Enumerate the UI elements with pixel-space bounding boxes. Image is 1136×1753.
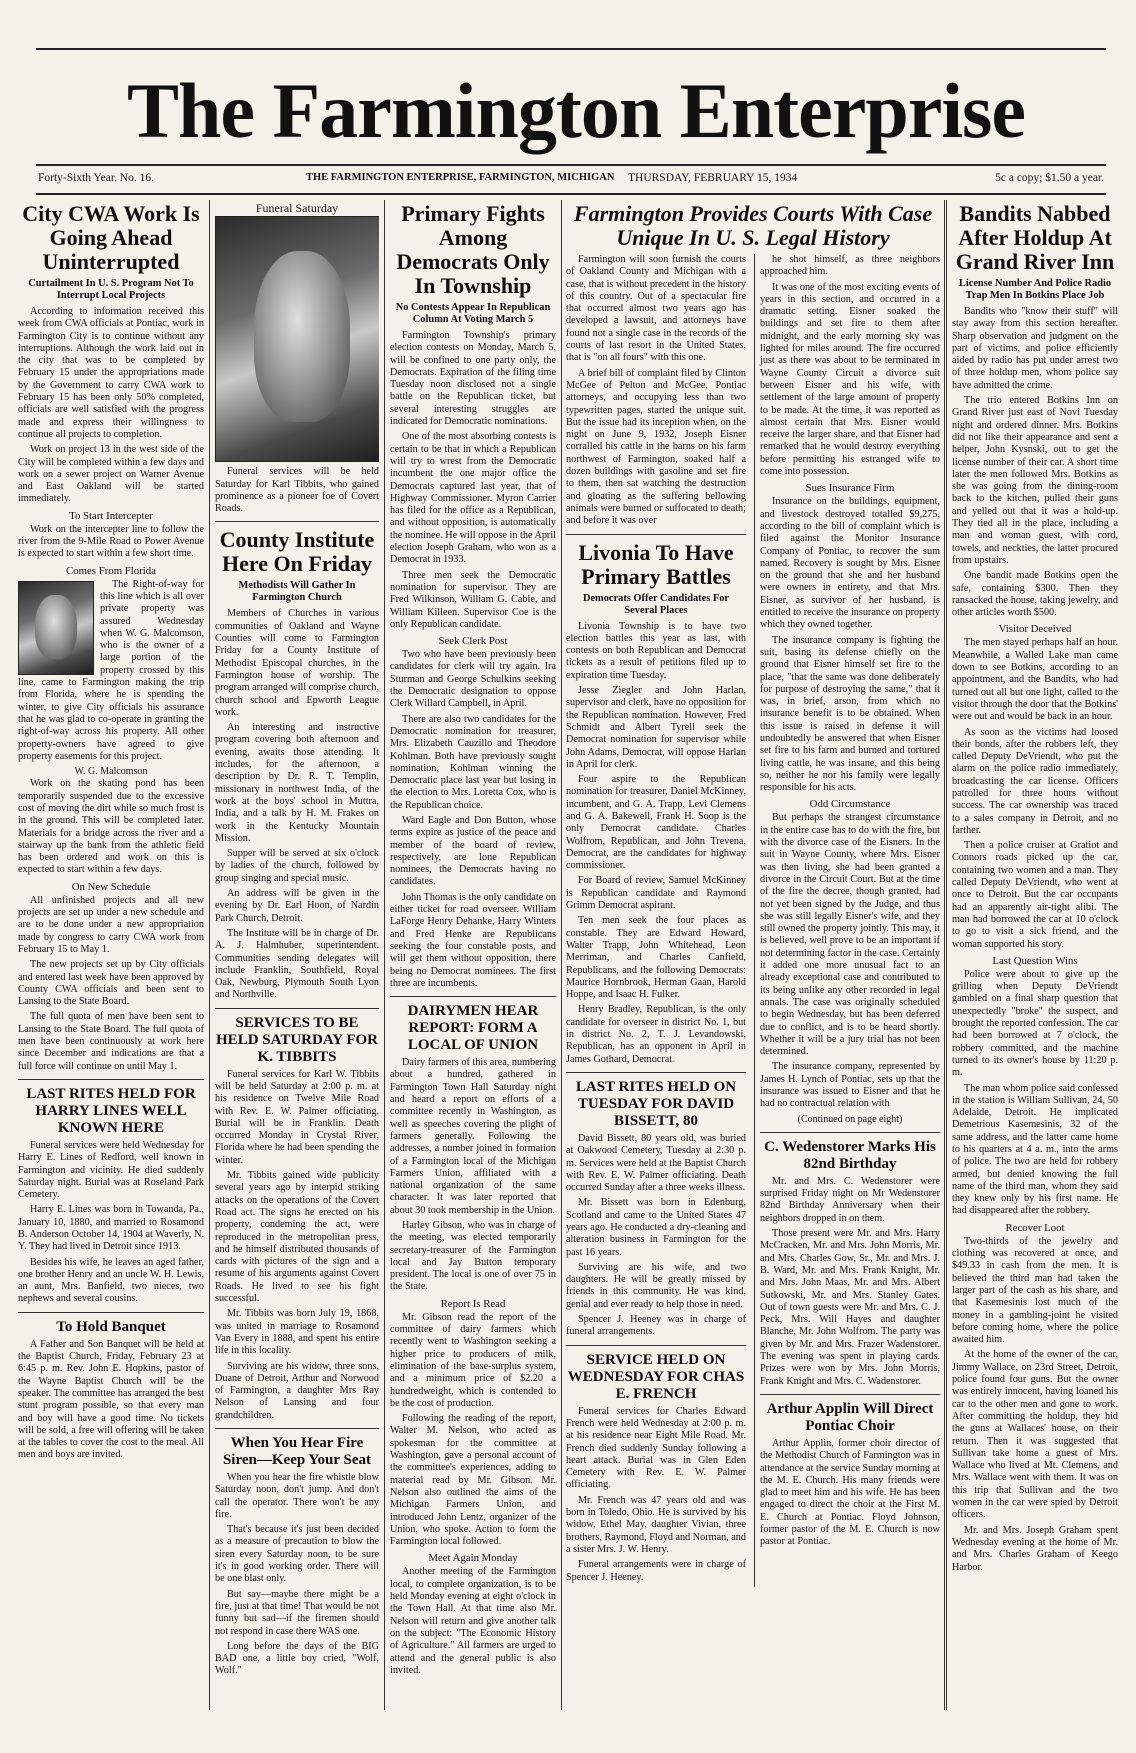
article-paragraph: According to information received this week from CWA officials at Pontiac, work in Farmington City is to continue without any interruptions. Although the work laid out in the city that was to be completed by February 15 under the appropriations made by the Government to carry CWA work to February 15 has been only 50% completed, officials are well satisfied with the progress made and express their willingness to continue all projects to completion. bbox=[18, 306, 204, 440]
column-rule bbox=[561, 200, 562, 1710]
headline-cwa: City CWA Work Is Going Ahead Uninterrupted bbox=[22, 202, 200, 274]
photo-caption: Funeral services will be held Saturday for Karl Tibbits, who gained prominence as a pioneer foe of Covert Roads. bbox=[215, 466, 379, 515]
section-subhead: Comes From Florida bbox=[66, 564, 156, 577]
headline-lines: LAST RITES HELD FOR HARRY LINES WELL KNOWN HERE bbox=[26, 1085, 196, 1136]
article-paragraph: Then a police cruiser at Gratiot and Connors roads picked up the car, containing two women and a man. They called Deputy DeVriendt, who went at once to Detroit. But the car occupants had an apparently air-tight alibi. The man had borrowed the car at 10 o'clock to go to visit a sick friend, and the woman supported his story. bbox=[952, 840, 1118, 950]
article-paragraph: Livonia Township is to have two election battles this year as last, with contests on both Republican and Democrat tickets as a result of petitions filed up to expiration time Tuesday. bbox=[566, 620, 746, 681]
article-paragraph: Besides his wife, he leaves an aged father, one brother Henry and an uncle W. H. Lewis, an aunt, Mrs. Banfield, two nieces, two nephews and several cousins. bbox=[18, 1256, 204, 1305]
newspaper-page bbox=[16, 14, 1120, 1725]
headline-applin: Arthur Applin Will Direct Pontiac Choir bbox=[766, 1400, 934, 1434]
subhead-livonia: Democrats Offer Candidates For Several Places bbox=[582, 592, 730, 616]
article-paragraph: At the home of the owner of the car, Jimmy Wallace, on 23rd Street, Detroit, police found four guns. But the owner was entirely innocent, having loaned his car to the other men and gone to work. After committing the holdup, they hid the guns at Wallaces' house, on their return. Then it was suggested that Sullivan take home a guest of Mrs. Wallace who lived at Mt. Clemens, and Mrs. Wallace went with them. It was on this trip that Sullivan and the two women in the car were spied by Detroit officers. bbox=[952, 1349, 1118, 1521]
column-rule bbox=[944, 200, 945, 1710]
article-paragraph: Following the reading of the report, Walter M. Nelson, who acted as spokesman for the committee at Washington, gave a personal account of the committee's experiences, adding to material read by Mr. Gibson. Mr. Nelson also outlined the aims of the Michigan Farmers Union, and introduced John Lentz, organizer of the Union, who spoke. Action to form the Farmington local followed. bbox=[390, 1413, 556, 1548]
article-paragraph: Work on project 13 in the west side of the City will be completed within a few days and work on a sewer project on Warner Avenue and East Oakland will be started immediately. bbox=[18, 444, 204, 505]
article-paragraph: Mr. French was 47 years old and was born in Toledo, Ohio. He is survived by his widow, Ethel May, daughter Vivian, three brothers, Raymond, Floyd and Norman, and a sister Mrs. J. W. Henry. bbox=[566, 1494, 746, 1555]
article-paragraph: The full quota of men have been sent to Lansing to the State Board. The full quota of men have been continuously at work here since December and indications are that a full force will continue on until May 1. bbox=[18, 1011, 204, 1072]
section-subhead: Sues Insurance Firm bbox=[805, 482, 895, 495]
newspaper-title: The Farmington Enterprise bbox=[127, 67, 1025, 154]
column-2 bbox=[215, 202, 379, 1702]
article-divider bbox=[566, 1345, 746, 1346]
article-paragraph: David Bissett, 80 years old, was buried at Oakwood Cemetery, Tuesday at 2:30 p. m. Services were held at the Baptist Church with Rev. E. W. Palmer officiating. Death occurred Sunday after a three weeks illness. bbox=[566, 1132, 746, 1194]
article-paragraph: But say—maybe there might be a fire, just at that time! That would be not funny but sad—if the firemen should not respond in case there WAS one. bbox=[215, 1588, 379, 1637]
subhead-cwa: Curtailment In U. S. Program Not To Interrupt Local Projects bbox=[28, 278, 194, 301]
article-paragraph: That's because it's just been decided as a measure of precaution to blow the siren every Saturday noon, to be sure it's in good working order. There will be one blast only. bbox=[215, 1524, 379, 1585]
article-paragraph: Surviving are his wife, and two daughters. He will be greatly missed by friends in this community. He was kind, genial and ever ready to help those in need. bbox=[566, 1261, 746, 1310]
article-paragraph: Funeral arrangements were in charge of Spencer J. Heeney. bbox=[566, 1559, 746, 1583]
photo-caption: W. G. Malcomson bbox=[74, 766, 148, 778]
portrait-photo-malcomson bbox=[18, 581, 94, 675]
article-paragraph: The Right-of-way for this line which is all over private property was assured Wednesday when W. G. Malcomson, who is the owner of a large portion of the property crossed by this line, came to Farmington making the trip from Florida, where he is spending the winter, to give City officials his assurance that he was glad to co-operate in granting the right-of-way across his property. All other property-owners have agreed to give property easements for this project. bbox=[18, 578, 204, 762]
article-divider bbox=[215, 521, 379, 522]
article-paragraph: As soon as the victims had loosed their bonds, after the robbers left, they called Deputy DeVriendt, who put the alarm on the police radio immediately, broadcasting the car license. Officers patrolled for three hours without success. The car ownership was traced to a sales company in Detroit, and no farther. bbox=[952, 726, 1118, 836]
headline-tibbits: SERVICES TO BE HELD SATURDAY FOR K. TIBBITS bbox=[216, 1014, 378, 1065]
publisher-line: THE FARMINGTON ENTERPRISE, FARMINGTON, MICHIGAN bbox=[306, 172, 615, 183]
columns-4-5 bbox=[566, 202, 940, 1702]
article-paragraph: Jesse Ziegler and John Harlan, supervisor and clerk, have no opposition for the Republican nomination. However, Fred Schmidt and Albert Tyrell seek the Democrat nomination for supervisor while John Adams, Democrat, will oppose Harlan in April for clerk. bbox=[566, 685, 746, 770]
article-paragraph: The Institute will be in charge of Dr. A. J. Halmhuber, superintendent. Communities sending delegates will include Franklin, Southfield, Royal Oak, Newburg, Plymouth South Lyon and Northville. bbox=[215, 927, 379, 1001]
article-paragraph: The man whom police said confessed in the station is William Sullivan, 24, 50 Adelaide, Detroit. He implicated Demetrious Kasemesinis, 32 of the same address, and the latter came home to his quarters at 4 a. m., into the arms of police. The two are held for robbery armed, but denied knowing the full name of the third man, whom they said they knew only by his first name. He had disappeared after the robbery. bbox=[952, 1082, 1118, 1217]
article-divider bbox=[566, 1072, 746, 1073]
section-subhead: To Start Intercepter bbox=[69, 509, 153, 522]
article-paragraph: Dairy farmers of this area, numbering about a hundred, gathered in Farmington Town Hall Saturday night and heard a report on efforts of a committee recently in Washington, as well as speeches covering the plight of farmers generally. Following the addresses, a number joined in formation of a Farmington local of the Michigan Farmers Union, affiliated with a national organization of the same character. It was later reported that about 30 took membership in the Union. bbox=[390, 1057, 556, 1216]
article-paragraph: Members of Churches in various communities of Oakland and Wayne Counties will come to Farmington Friday for a County Institute of Methodist Episcopal churches, in the Farmington house of worship. The program arranged will comprise church, church school and Epworth League work. bbox=[215, 608, 379, 718]
article-paragraph: Mr. Tibbits was born July 19, 1868, was united in marriage to Rosamond Van Every in 1888, and spent his entire life in this locality. bbox=[215, 1308, 379, 1357]
article-paragraph: But perhaps the strangest circumstance in the entire case has to do with the fire, but with the divorce case of the Eisners. In the suit in Wayne County, where Mrs. Eisner was then living, she had been granted a divorce in the Circuit Court. But at the time of the fire the decree, though granted, had not yet been signed by the Judge, and thus she was still legally Eisner's wife, and they still owned the property jointly. This may, it is believed, well prove to be an important if not determining factor in the case. Certainly it added one more unusual fact to an already exceptional case and contributed to its being unlike any other recorded in legal annals. The case was originally scheduled to begin Wednesday, but has been deferred due to conflict, and is to be heard shortly. Whether it will be a jury trial has not been determined. bbox=[760, 812, 940, 1058]
column-5 bbox=[754, 254, 940, 1587]
article-paragraph: Two-thirds of the jewelry and clothing was recovered at once, and $49.33 in cash from the men. It is believed the third man had taken the larger part of the cash as his share, and that Kasemesinis lost much of the money in a gambling-joint he visited before coming home, where the police awaited him. bbox=[952, 1235, 1118, 1346]
section-subhead: Last Question Wins bbox=[992, 954, 1078, 967]
continued-notice: (Continued on page eight) bbox=[797, 1113, 903, 1125]
article-paragraph: A brief bill of complaint filed by Clinton McGee of Pelton and McGee, Pontiac attorneys, and occupying less than two typewritten pages, started the unique suit. But the issue had its inception when, on the night on June 9, 1932, Joseph Eisner corralled his cattle in the barns on his farm northwest of Farmington, soaked half a dozen buildings with gasoline and set fire to them, then sat watching the destruction and gloating as the suffering bellowing animals were burned or suffocated to death; and before it was over bbox=[566, 367, 746, 527]
article-divider bbox=[390, 996, 556, 997]
article-divider bbox=[760, 1132, 940, 1133]
column-6 bbox=[952, 202, 1118, 1702]
article-paragraph: Two who have been previously been candidates for clerk will try again. Ira Sturman and George Schulkins seeking the Democratic designation to oppose Clerk Willard Campbell, in April. bbox=[390, 649, 556, 710]
section-subhead: Meet Again Monday bbox=[428, 1552, 518, 1565]
article-paragraph: Those present were Mr. and Mrs. Harry McCracken, Mr. and Mrs. John Morris, Mr. and Mrs. Charles Gow, Sr., Mr. and Mrs. J. B. Ward, Mr. and Mrs. Frank Knight, Mr. and Mrs. John Maas, Mr. and Mrs. Albert Sutkowski, Mr. and Mrs. Stanley Gates. Out of town guests were Mr. and Mrs. C. J. Peck, Mrs. Will Hayes and daughter Blanche, Mr. John Wolfrom. The party was given by Mr. and Mrs. Frazer Wadenstorer. The evening was spent in playing cards. Prizes were won by Mrs. John Morris, Frank Knight and Mrs. C. Wadenstorer. bbox=[760, 1228, 940, 1387]
article-paragraph: he shot himself, as three neighbors approached him. bbox=[760, 254, 940, 278]
article-paragraph: Henry Bradley, Republican, is the only candidate for overseer in district No. 1, but in district No. 2, T. J. Levandowski, Republican, has an opponent in April in James Gothard, Democrat. bbox=[566, 1004, 746, 1065]
headline-dairymen: DAIRYMEN HEAR REPORT: FORM A LOCAL OF UNION bbox=[407, 1003, 539, 1054]
article-paragraph: Arthur Applin, former choir director of the Methodist Church of Farmington was in attendance at the service Sunday morning at the M. E. Church. His many friends were glad to meet him and his wife. He has been engaged to direct the choir at the First M. E. Church at Pontiac. Floyd Johnson, former pastor of the M. E. Church is now pastor at Pontiac. bbox=[760, 1437, 940, 1548]
article-paragraph: Work on the intercepter line to follow the river from the 9-Mile Road to Power Avenue is expected to start within a few short time. bbox=[18, 523, 204, 560]
subscription-price: 5c a copy; $1.50 a year. bbox=[995, 172, 1104, 184]
article-paragraph: When you hear the fire whistle blow Saturday noon, don't jump. And don't call the operator. There won't be any fire. bbox=[215, 1472, 379, 1520]
headline-banquet: To Hold Banquet bbox=[56, 1318, 166, 1335]
article-paragraph: Three men seek the Democratic nomination for supervisor. They are Fred Wilkinson, William G. Cable, and William Killeen. Supervisor Coe is the only Republican candidate. bbox=[390, 569, 556, 630]
article-paragraph: Mr. Bissett was born in Edenburg, Scotland and came to the United States 47 years ago. He conducted a dry-cleaning and alteration business in Farmington for the past 16 years. bbox=[566, 1197, 746, 1258]
article-paragraph: Another meeting of the Farmington local, to complete organization, is to be held Monday evening at eight o'clock in the Town Hall. At that time also Mr. Nelson will return and give another talk on the subject: "The Economic History of Agriculture." All farmers are urged to attend and the general public is also invited. bbox=[390, 1566, 556, 1676]
article-paragraph: One bandit made Botkins open the safe, containing $300. Then they ransacked the house, taking jewelry, and other articles worth $500. bbox=[952, 570, 1118, 619]
portrait-photo-tibbits bbox=[215, 216, 379, 462]
article-paragraph: There are also two candidates for the Democratic nomination for treasurer, Mrs. Elizabeth Cauzillo and Theodore Kohlman. Both have previously sought nomination, Kohlman winning the Democratic place last year but losing in the election to Mrs. Loretta Cox, who is the Republican choice. bbox=[390, 713, 556, 811]
article-paragraph: Funeral services were held Wednesday for Harry E. Lines of Redford, well known in Farmington and vicinity. He died suddenly Saturday night. Burial was at Roseland Park Cemetery. bbox=[18, 1139, 204, 1201]
article-paragraph: Spencer J. Heeney was in charge of funeral arrangements. bbox=[566, 1314, 746, 1338]
subhead-primary: No Contests Appear In Republican Column At Voting March 5 bbox=[395, 302, 551, 325]
headline-wedenstorer: C. Wedenstorer Marks His 82nd Birthday bbox=[764, 1138, 936, 1172]
article-paragraph: John Thomas is the only candidate on either ticket for road overseer. William LaForge Henry Dehanke, Harry Winters and Fred Henke are Republicans seeking the four constable posts, and will get them without opposition, there being no Democrat nominees. The first three are incumbents. bbox=[390, 891, 556, 989]
article-paragraph: The insurance company, represented by James H. Lynch of Pontiac, sets up that the insurance was issued to Eisner and that he had no contractual relation with bbox=[760, 1061, 940, 1110]
headline-institute: County Institute Here On Friday bbox=[219, 527, 375, 577]
article-paragraph: Police were about to give up the grilling when Deputy DeVriendt gambled on a final sharp question that unexpectedly "broke" the suspect, and brought the reported confession. The car had been borrowed at 7 o'clock, the robbery committed, and the machine turned to its owner's house by 11:20 p. m. bbox=[952, 968, 1118, 1079]
article-paragraph: It was one of the most exciting events of years in this section, and occurred in a dramatic setting. Eisner soaked the buildings and set fire to them after midnight, and the early morning sky was lighted for miles around. The fire occurred just as there was about to be terminated in Wayne County Circuit a divorce suit between Eisner and his wife, with settlement of the large amount of property to be made. At the time, it was reported as almost certain that Mrs. Eisner would receive the larger share, and that Eisner had remarked that he would destroy everything before permitting his estranged wife to come into possession. bbox=[760, 281, 940, 478]
article-paragraph: Surviving are his widow, three sons, Duane of Detroit, Arthur and Norwood of Farmington, a daughter Mrs Ray Nelson of Lansing and four grandchildren. bbox=[215, 1360, 379, 1421]
column-rule bbox=[209, 200, 210, 1710]
article-paragraph: Ward Eagle and Don Button, whose terms expire as justice of the peace and member of the board of review, respectively, are lone Republican nominees, the Democrats having no candidates. bbox=[390, 814, 556, 888]
photo-label: Funeral Saturday bbox=[255, 202, 339, 215]
article-paragraph: Mr. Tibbits gained wide publicity several years ago by interpid striking attacks on the operations of the Covert Road act. The signs he erected on his property, condeming the act, were reproduced in the metropolitan press, and he himself distributed thousands of cards with pictures of the sign and a resume of his arguments against Covert Roads. He lived to see his fight successful. bbox=[215, 1170, 379, 1305]
article-paragraph: Work on the skating pond has been temporarily suspended due to the excessive cost of moving the dirt while so much frost is in the ground. This will be completed later. Materials for a bridge across the river and a stairway up the bank from the athletic field has been ordered and work on this is expected to start within a few days. bbox=[18, 778, 204, 876]
section-subhead: Odd Circumstance bbox=[809, 798, 891, 811]
article-paragraph: The new projects set up by City officials and entered last week have been approved by County CWA officials and been sent to Lansing to the State Board. bbox=[18, 959, 204, 1008]
column-rule bbox=[384, 200, 385, 1710]
article-paragraph: Supper will be served at six o'clock by ladies of the church, followed by group singing and special music. bbox=[215, 848, 379, 884]
article-divider bbox=[760, 1394, 940, 1395]
article-paragraph: The insurance company is fighting the suit, basing its defense chiefly on the ground that Eisner himself set fire to the place, "that the same was done deliberately for purpose of destroying the same," that it was, in brief, arson, from which no insurance benefit is to be obtained. When this issue is raised in defense it will undoubtedly be answered that when Eisner set fire to his farm and burned and tortured living cattle, he was insane, and this being so, neither he nor his family were legally responsible for his acts. bbox=[760, 634, 940, 794]
headline-siren: When You Hear Fire Siren—Keep Your Seat bbox=[222, 1435, 372, 1468]
column-3 bbox=[390, 202, 556, 1702]
issue-date: THURSDAY, FEBRUARY 15, 1934 bbox=[628, 172, 798, 184]
section-subhead: Recover Loot bbox=[1005, 1221, 1065, 1234]
article-paragraph: An interesting and instructive program covering both afternoon and evening, awaits those attending. It includes, for the afternoon, a description by Dr. R. T. Templin, missionary in northwest India, of the work at the boys' school in Muttra, India, and a talk by H. M. Frakes on work in the Kentucky Mountain Mission. bbox=[215, 722, 379, 844]
article-divider bbox=[18, 1079, 204, 1080]
top-rule bbox=[36, 48, 1106, 50]
section-subhead: Visitor Deceived bbox=[998, 623, 1072, 636]
article-paragraph: Harry E. Lines was born in Towanda, Pa., January 10, 1880, and married to Rosamond B. Anderson October 14, 1904 at Waverly, N. Y. They had lived in Detroit since 1913. bbox=[18, 1204, 204, 1253]
subhead-institute: Methodists Will Gather In Farmington Church bbox=[238, 580, 356, 604]
headline-bissett: LAST RITES HELD ON TUESDAY FOR DAVID BISSETT, 80 bbox=[575, 1078, 737, 1129]
headline-courts: Farmington Provides Courts With Case Unique In U. S. Legal History bbox=[573, 202, 933, 250]
article-divider bbox=[215, 1008, 379, 1009]
article-paragraph: Harley Gibson, who was in charge of the meeting, was elected temporarily secretary-treasurer of the Farmington local and Jay Button temporary president. The local is one of over 75 in the State. bbox=[390, 1220, 556, 1293]
article-paragraph: Bandits who "know their stuff" will stay away from this section hereafter. Sharp observation and judgment on the part of victims, and police efficiently aided by radio has put under arrest two of three holdup men, whom police say have admitted the crime. bbox=[952, 306, 1118, 391]
section-subhead: On New Schedule bbox=[71, 880, 151, 893]
article-paragraph: Funeral services for Charles Edward French were held Wednesday at 2:00 p. m. at his residence near Eight Mile Road. Mr. French died suddenly Sunday following a heart attack. Burial was in Glen Eden Cemetery with Rev. E. W. Palmer officiating. bbox=[566, 1405, 746, 1491]
column-1 bbox=[18, 202, 204, 1702]
column-4 bbox=[566, 254, 746, 1587]
article-paragraph: A Father and Son Banquet will be held at the Baptist Church, Friday, February 23 at 6:45 p. m. Rev. John E. Hopkins, pastor of the Wayne Baptist Church will be the speaker. The committee has arranged the best stunt program possible, so that every man and boy will have a good time. No tickets will be sold, a free will offering will be taken at the tables to cover the cost to the meal. All men and boys are invited. bbox=[18, 1338, 204, 1461]
headline-french: SERVICE HELD ON WEDNESDAY FOR CHAS E. FRENCH bbox=[567, 1351, 745, 1402]
article-paragraph: Mr. Gibson read the report of the committee of dairy farmers which recently went to Washington seeking a higher price to producers of milk, elimination of the base-surplus system, and a minimum price of $2.20 a hundredweight, which is contended to be the cost of production. bbox=[390, 1311, 556, 1409]
info-rule bbox=[36, 193, 1106, 195]
split-columns bbox=[566, 254, 940, 1587]
article-paragraph: Ten men seek the four places as constable. They are Edward Howard, Walter Trapp, John Whitehead, Leon Merriman, and Charles Canfield, Republicans, and the following Democrats: Maurice Hornbrook, Herman Gaan, Harold Hoppe, and Isaac H. Fulker. bbox=[566, 915, 746, 1001]
article-divider bbox=[215, 1428, 379, 1429]
article-paragraph: Mr. and Mrs. C. Wedenstorer were surprised Friday night on Mr Wedenstorer 82nd Birthday Anniversary when their neighbors dropped in on them. bbox=[760, 1175, 940, 1224]
headline-bandits: Bandits Nabbed After Holdup At Grand River Inn bbox=[955, 202, 1115, 274]
article-paragraph: Four aspire to the Republican nomination for treasurer, Daniel McKinney, incumbent, and G. A. Trapp, Levi Clemens and G. A. Bakewell, Frank H. Soop is the only Democrat candidate. Charles Wolfrom, Republican, and John Trevena, Democrat, are the candidates for highway commissioner. bbox=[566, 774, 746, 872]
headline-livonia: Livonia To Have Primary Battles bbox=[578, 539, 734, 589]
article-paragraph: The men stayed perhaps half an hour. Meanwhile, a Walled Lake man came down to see Botkins, according to an appointment, and the Bandits, who had turned out all but one light, called to the visitor through the door that the Botkins' were out and would be back in an hour. bbox=[952, 637, 1118, 723]
article-paragraph: One of the most absorbing contests is certain to be that in which a Republican will try to wrest from the Democratic incumbent the one major office the Democrats captured last year, that of Highway Commissioner. Myron Carrier has filed for the office as a Republican, and without opposition, is automatically the nominee. He will oppose in the April election Joseph Graham, who won as a Democrat in 1933. bbox=[390, 431, 556, 566]
headline-primary: Primary Fights Among Democrats Only In Township bbox=[396, 202, 550, 298]
article-divider bbox=[18, 1312, 204, 1313]
article-paragraph: All unfinished projects and all new projects are set up under a new schedule and are to be done under a new appropriation made by congress to carry CWA work from February 15 to May 1. bbox=[18, 894, 204, 955]
article-paragraph: Long before the days of the BIG BAD one, a little boy cried, "Wolf, Wolf." bbox=[215, 1640, 379, 1677]
article-paragraph: Insurance on the buildings, equipment, and livestock destroyed totalled $9,275, according to the bill of complaint which is filed against the Monitor Insurance Company of Pontiac, to recover the sum named. Recovery is sought by Mrs. Eisner on the ground that she and her husband were owners in entirety, and that Mrs. Eisner, as survivor of her husband, is entitled to receive the insurance on property which they owned together. bbox=[760, 496, 940, 631]
subhead-bandits: License Number And Police Radio Trap Men In Botkins Place Job bbox=[958, 278, 1112, 301]
column-rule bbox=[946, 200, 947, 1710]
article-paragraph: An address will be given in the evening by Dr. Earl Hoon, of Nardin Park Church, Detroit. bbox=[215, 888, 379, 924]
masthead-rule bbox=[36, 164, 1106, 166]
article-paragraph: Farmington will soon furnish the courts of Oakland County and Michigan with a case, that is without precedent in the history of this country. Out of a spectacular fire that occurred almost two years ago has developed a lawsuit, and attorneys have found not a single case in the records of the courts of last resort in the United States, that is "on all fours" with this one. bbox=[566, 254, 746, 364]
section-subhead: Seek Clerk Post bbox=[438, 635, 508, 648]
article-paragraph: The trio entered Botkins Inn on Grand River just east of Novi Tuesday night and ordered dinner. Mrs. Botkins did not like their appearance and sent a helper, John Kysnski, out to get the license number of their car. A short time later the men followed Mrs. Botkins as she was going from the dining-room back to the kitchen, pulled their guns and yelled out that it was a hold-up. They tied all in the place, including a man and woman guest, with cord, towels, and neckties, the latter procured from upstairs. bbox=[952, 395, 1118, 566]
section-subhead: Report Is Read bbox=[440, 1297, 506, 1310]
article-paragraph: Farmington Township's primary election contests on Monday, March 5, will be confined to one party only, the Democrats. Expiration of the filing time Tuesday noon disclosed not a single battle on the Republican ticket, but several interesting struggles are indicated for Democratic nominations. bbox=[390, 330, 556, 428]
article-paragraph: Funeral services for Karl W. Tibbits will be held Saturday at 2:00 p. m. at his residence on Twelve Mile Road with Rev. E. W. Palmer officiating. Burial will be in Franklin. Death occurred Monday in Crystal River, Florida where he had been spending the winter. bbox=[215, 1068, 379, 1166]
issue-number: Forty-Sixth Year. No. 16. bbox=[38, 172, 154, 184]
article-paragraph: For Board of review, Samuel McKinney is Republican candidate and Raymond Grimm Democrat aspirant. bbox=[566, 875, 746, 912]
article-divider bbox=[566, 534, 746, 535]
issue-info-bar bbox=[38, 172, 1104, 190]
article-paragraph: Mr. and Mrs. Joseph Graham spent Wednesday evening at the home of Mr. and Mrs. Charles Graham of Keego Harbor. bbox=[952, 1524, 1118, 1573]
